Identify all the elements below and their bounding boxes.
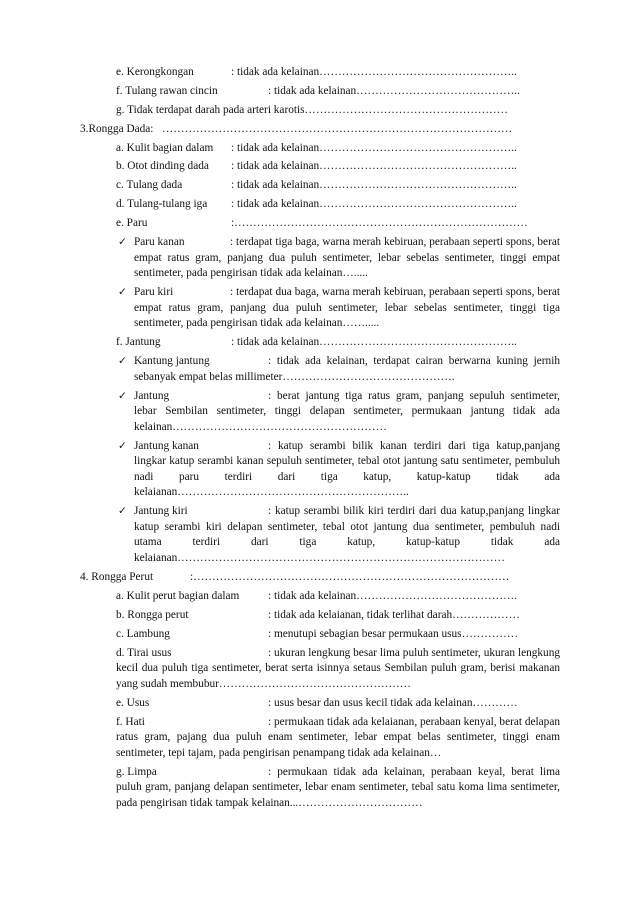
item-label: Jantung kiri [134, 505, 188, 518]
section-label: 4. Rongga Perut [80, 570, 154, 583]
checkmark-icon: ✓ [118, 439, 127, 452]
checkmark-icon: ✓ [118, 389, 127, 402]
item-description: : katup serambi bilik kanan terdiri dari tiga katup,panjang lingkar katup serambi kanan sepuluh sentimeter, tebal otot jantung satu sentimeter, pembuluh nadi paru terdiri dari tiga katup, katup-katup tidak ada kelaianan…………………………………………………….. [134, 439, 560, 499]
finding-label: b. Otot dinding dada [116, 160, 209, 173]
item-label: f. Hati [116, 715, 145, 728]
checkmark-icon: ✓ [118, 355, 127, 368]
finding-row [0, 216, 638, 235]
finding-row [0, 103, 638, 122]
item-label: Kantung jantung [134, 355, 210, 368]
finding-value: : tidak ada kelainan…………………………………………….. [231, 66, 517, 78]
finding-label: a. Kulit bagian dalam [116, 141, 214, 154]
checkmark-icon: ✓ [118, 505, 127, 518]
finding-value: : tidak ada kelainan…………………………………….. [268, 84, 520, 97]
finding-value: : tidak ada kelainan…………………………………………….. [231, 179, 517, 192]
finding-row [0, 159, 638, 178]
item-label: Jantung [134, 389, 170, 402]
finding-value: : tidak ada kelainan…………………………………………….. [231, 336, 517, 349]
finding-label: e. Kerongkongan [116, 66, 194, 78]
section-label: 3.Rongga Dada: [80, 122, 154, 135]
finding-label: a. Kulit perut bagian dalam [116, 589, 240, 602]
finding-row [0, 84, 638, 103]
finding-label: g. Tidak terdapat darah pada arteri karotis……………………………………………… [116, 103, 508, 116]
checkmark-icon: ✓ [118, 236, 127, 249]
finding-value: : tidak ada kelainan…………………………………………….. [231, 198, 517, 211]
checklist-item [118, 235, 560, 282]
item-description: : ukuran lengkung besar lima puluh sentimeter, ukuran lengkung kecil dua puluh tiga sentimeter, berat serta isinnya setaus Sembilan puluh gram, berisi makanan yang sudah membubur…………………………………………… [116, 646, 560, 690]
finding-row [0, 178, 638, 197]
finding-value: : menutupi sebagian besar permukaan usus…………… [268, 627, 519, 640]
finding-row [0, 65, 638, 84]
checklist-item [118, 285, 560, 332]
finding-paragraph [116, 646, 560, 693]
item-description: : permukaan tidak ada kelainan, perabaan keyal, berat lima puluh gram, panjang delapan sentimeter, lebar enam sentimeter, tebal satu koma lima sentimeter, pada pengirisan tidak tampak kelainan...…………………………… [116, 765, 560, 809]
finding-row [0, 335, 638, 354]
section-value: :………………………………………………………………………… [190, 570, 510, 583]
item-description: : terdapat dua baga, warna merah kebiruan, perabaan seperti spons, berat empat ratus gram, panjang dua puluh sentimeter, lebar sebelas sentimeter, tinggi tiga sentimeter, pada pengirisan tidak ada kelainan……..... [134, 286, 560, 330]
finding-value: : tidak ada kelaianan, tidak terlihat darah……………… [268, 608, 520, 621]
item-label: Jantung kanan [134, 439, 199, 452]
finding-value: : tidak ada kelainan…………………………………………….. [231, 160, 517, 173]
section-heading-rongga-perut [0, 570, 638, 589]
checklist-item [118, 389, 560, 436]
finding-row [0, 627, 638, 646]
checklist-item [118, 504, 560, 566]
finding-label: b. Rongga perut [116, 608, 189, 621]
finding-value: :…………………………………………………………………… [231, 217, 528, 230]
finding-row [0, 589, 638, 608]
finding-label: f. Jantung [116, 336, 161, 349]
finding-label: e. Paru [116, 217, 148, 230]
finding-row [0, 608, 638, 627]
finding-paragraph [116, 696, 560, 712]
checklist-item [118, 354, 560, 385]
item-label: e. Usus [116, 696, 150, 709]
item-description: : katup serambi bilik kiri terdiri dari dua katup,panjang lingkar katup serambi kiri delapan sentimeter, tebal otot jantung dua sentimeter, pembuluh nadi utama terdiri dari tiga katup, katup-katup tidak ada kelaianan…………………………………………………………………………… [134, 505, 560, 565]
finding-value: : tidak ada kelainan……………………………………. [268, 589, 518, 602]
item-description: : tidak ada kelainan, terdapat cairan berwarna kuning jernih sebanyak empat belas millimeter………………………………………. [134, 355, 560, 383]
checkmark-icon: ✓ [118, 286, 127, 299]
finding-label: c. Tulang dada [116, 179, 183, 192]
document-body [0, 65, 638, 815]
finding-label: c. Lambung [116, 627, 170, 640]
finding-paragraph [116, 765, 560, 812]
item-label: Paru kanan [134, 236, 185, 249]
finding-value: : tidak ada kelainan…………………………………………….. [231, 141, 517, 154]
finding-row [0, 197, 638, 216]
section-value: ………………………………………………………………………………… [162, 122, 513, 135]
item-label: d. Tirai usus [116, 646, 172, 659]
item-description: : permukaan tidak ada kelaianan, perabaan kenyal, berat delapan ratus gram, pajang dua puluh enam sentimeter, lebar empat belas sentimeter, tinggi enam sentimeter, tepi tajam, pada pengirisan penampang tidak ada kelainan… [116, 715, 560, 759]
finding-label: f. Tulang rawan cincin [116, 84, 218, 97]
checklist-item [118, 439, 560, 501]
finding-row [0, 141, 638, 160]
item-description: : usus besar dan usus kecil tidak ada kelainan………… [268, 696, 518, 709]
item-label: Paru kiri [134, 286, 174, 299]
section-heading-rongga-dada [0, 122, 638, 141]
item-description: : terdapat tiga baga, warna merah kebiruan, perabaan seperti spons, berat empat ratus gram, panjang dua puluh sentimeter, lebar sebelas sentimeter, tinggi empat sentimeter, pada pengirisan tidak ada kelainan…..... [134, 236, 560, 280]
item-description: : berat jantung tiga ratus gram, panjang sepuluh sentimeter, lebar Sembilan sentimeter, tinggi delapan sentimeter, permukaan jantung tidak ada kelainan………………………………………………… [134, 389, 560, 433]
finding-label: d. Tulang-tulang iga [116, 198, 208, 211]
finding-paragraph [116, 715, 560, 762]
item-label: g. Limpa [116, 765, 157, 778]
